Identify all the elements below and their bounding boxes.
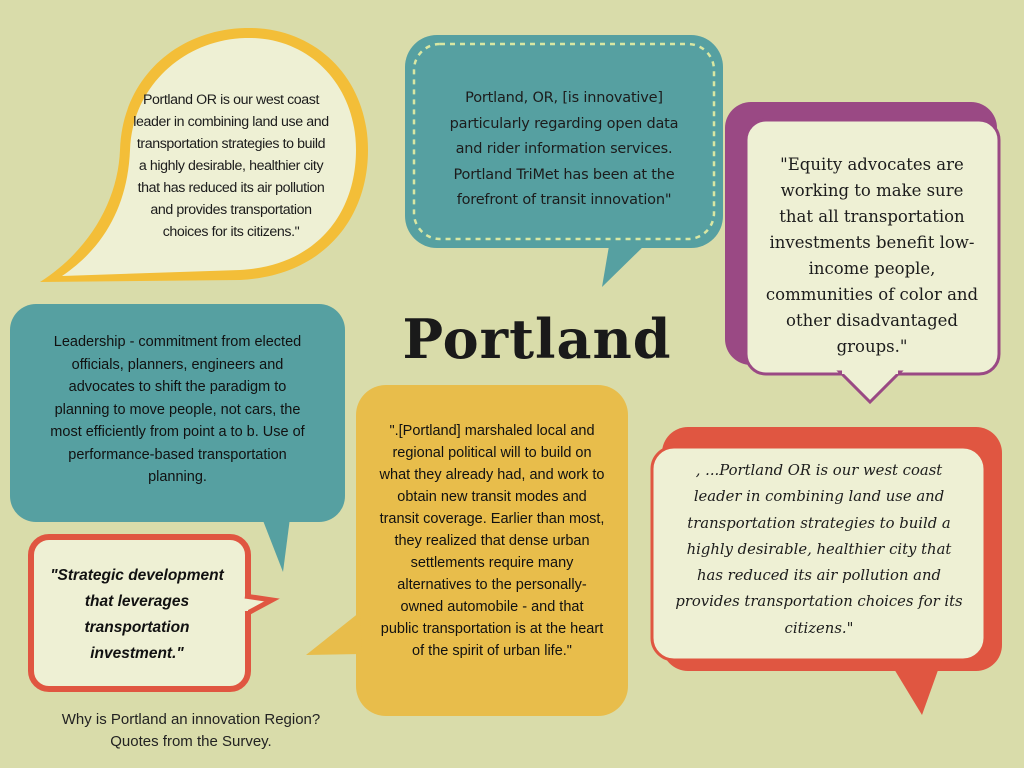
quote-top-left: Portland OR is our west coast leader in combining land use and transportation strategies to build a highly desirable, healthier city that has reduced its air pollution and provides transportation choices for its citizens." bbox=[133, 92, 329, 240]
quote-left-teal: Leadership - commitment from elected officials, planners, engineers and advocates to shift the paradigm to planning to move people, not cars, the most efficiently from point a to b. Use of performance-based transportation planning. bbox=[50, 334, 305, 485]
quote-right-purple: "Equity advocates are working to make sure that all transportation investments benefit low- income people, communities of color and other disadvantaged groups." bbox=[765, 155, 979, 356]
quote-bottom-left: "Strategic development that leverages transportation investment." bbox=[50, 567, 224, 662]
quote-center-gold: ".[Portland] marshaled local and regional political will to build on what they already had, and work to obtain new transit modes and transit coverage. Earlier than most, they realized that dense urban settlements require many alternatives to the personally- owned automobile - and that public transportation is at the heart of the spirit of urban life." bbox=[379, 423, 605, 659]
quote-top-center: Portland, OR, [is innovative] particularly regarding open data and rider information services. Portland TriMet has been at the forefront of transit innovation" bbox=[449, 90, 679, 208]
page-title: Portland bbox=[402, 307, 672, 371]
caption: Why is Portland an innovation Region? Quotes from the Survey. bbox=[61, 711, 321, 750]
quote-right-red: , ...Portland OR is our west coast leader in combining land use and transportation strategies to build a highly desirable, healthier city that has reduced its air pollution and provides transportation choices for its citizens." bbox=[675, 462, 963, 637]
